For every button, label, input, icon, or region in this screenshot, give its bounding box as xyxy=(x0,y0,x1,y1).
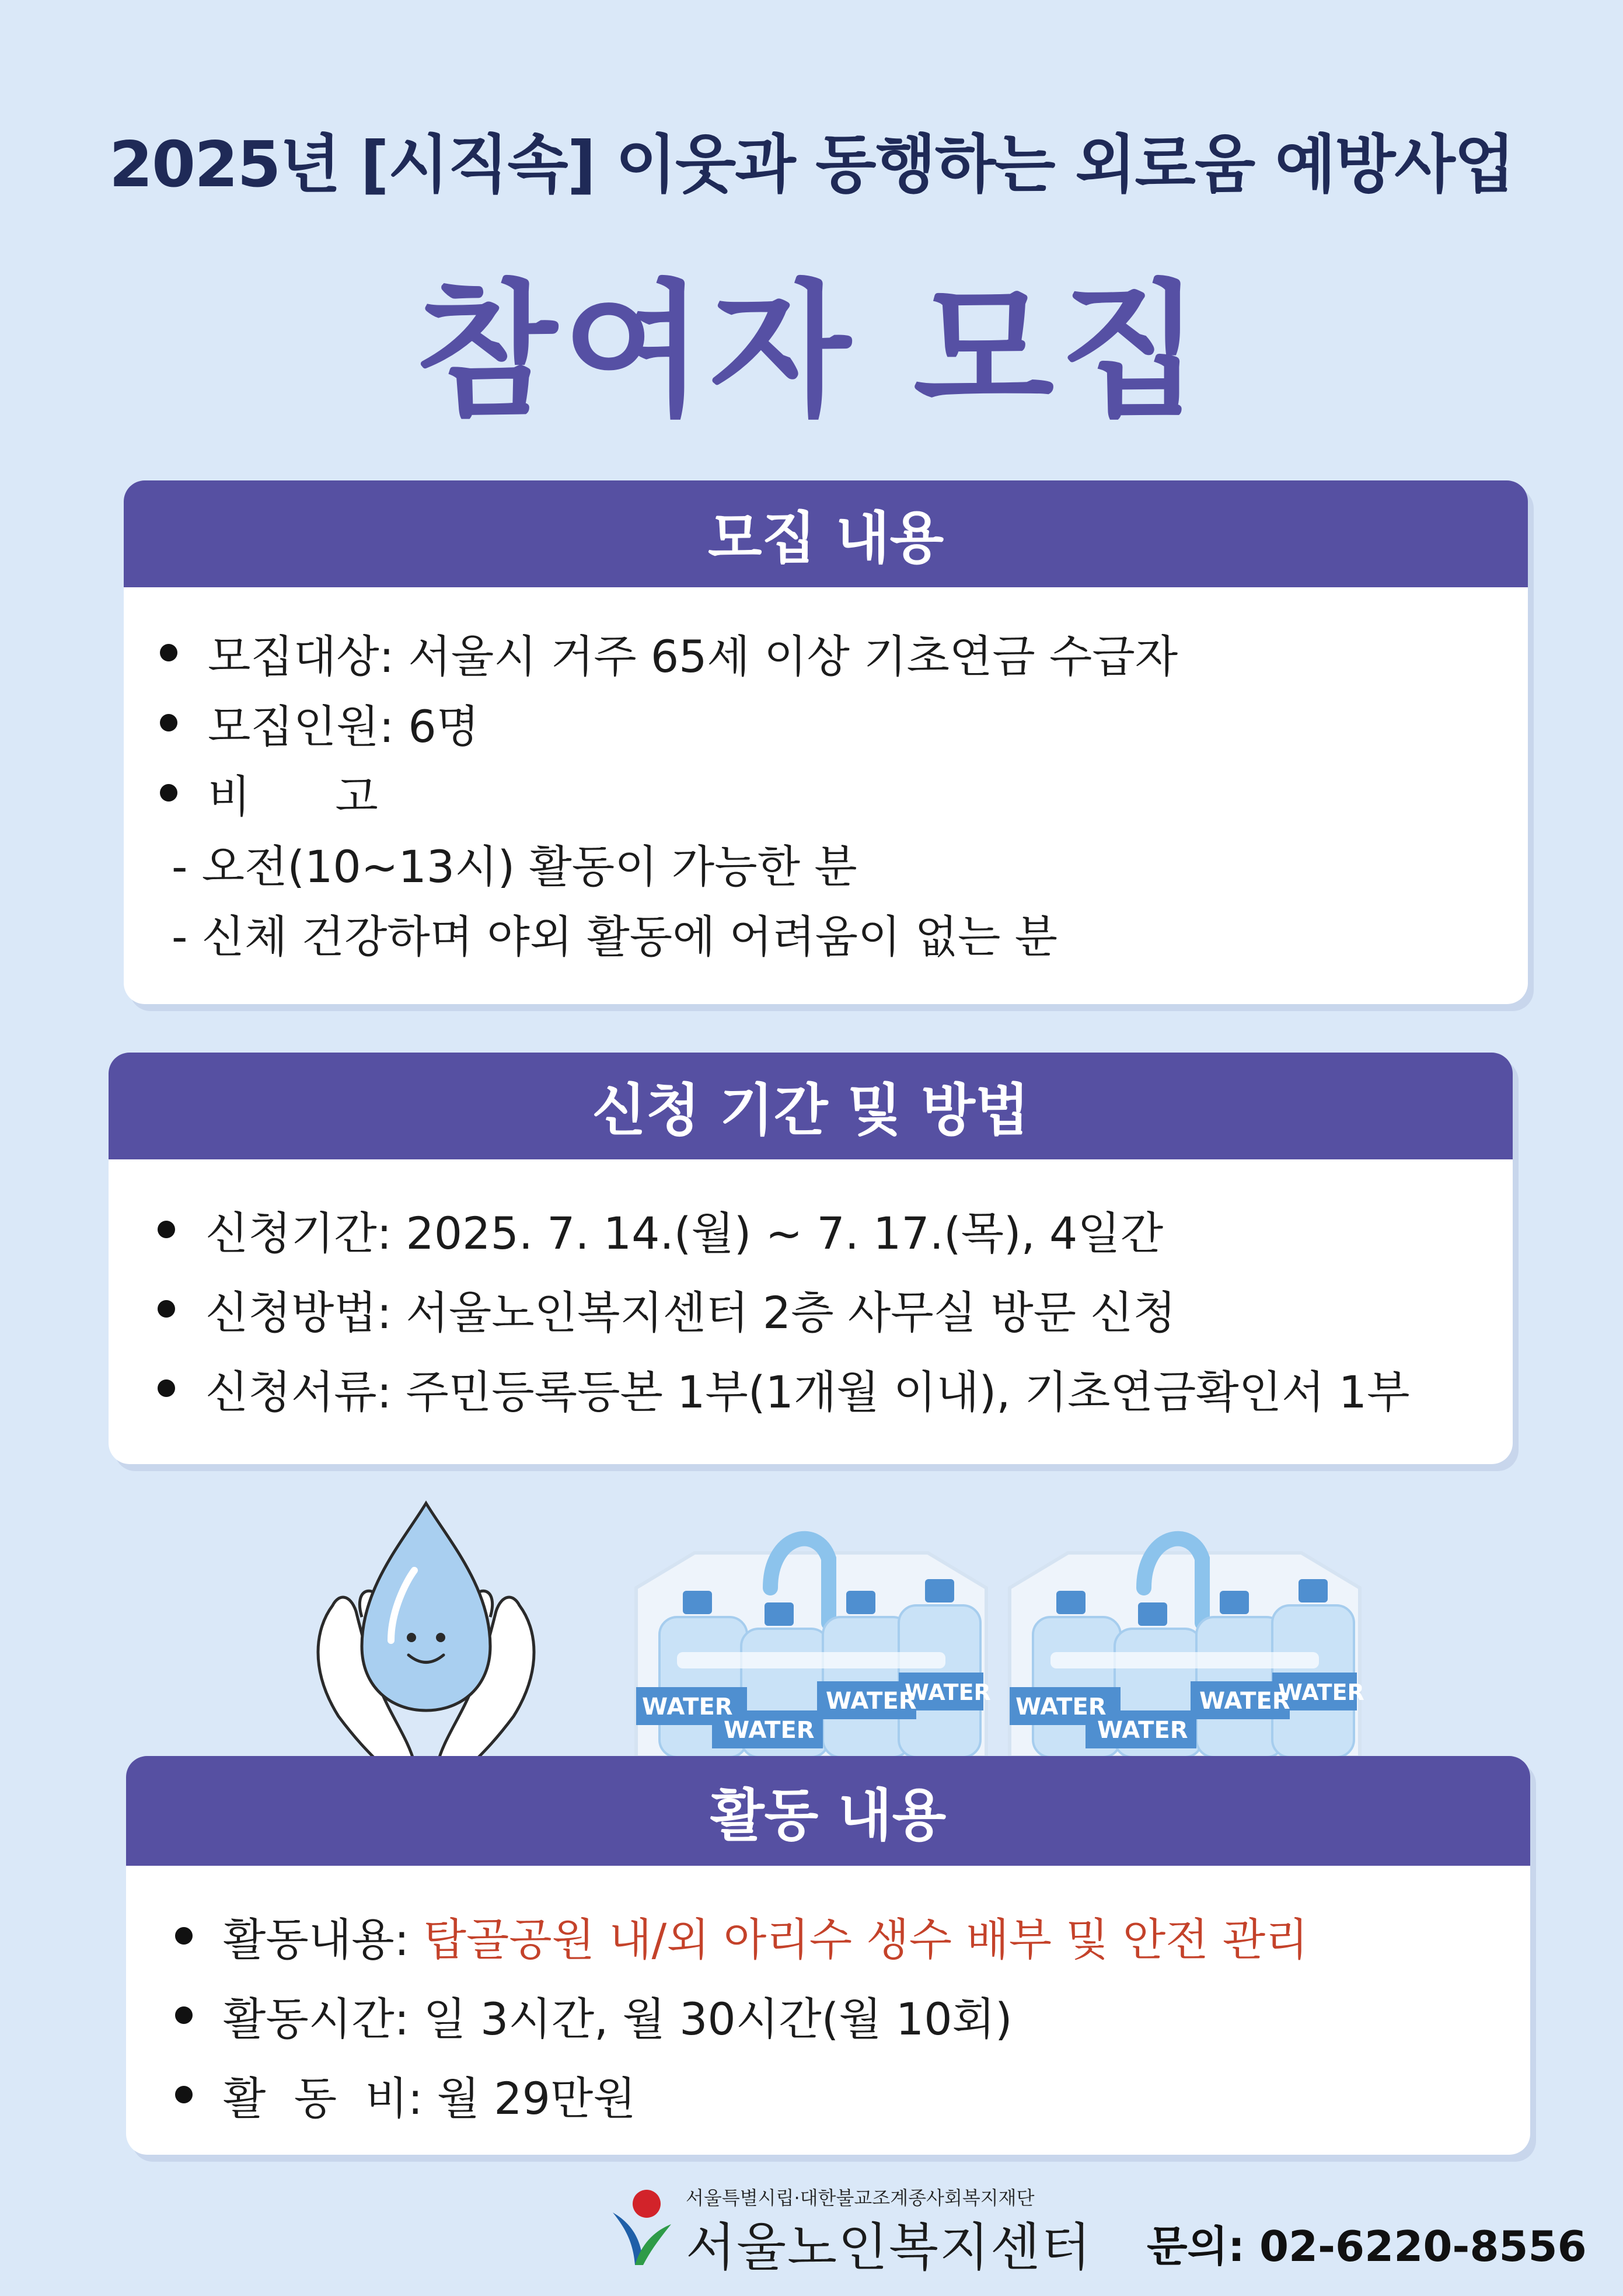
bottle-label: WATER xyxy=(724,1717,815,1744)
bullet-icon xyxy=(160,714,177,731)
list-item xyxy=(175,1976,1530,2055)
activity-hours: 활동시간: 일 3시간, 월 30시간(월 10회) xyxy=(223,1992,1013,2045)
bottle-label: WATER xyxy=(1278,1680,1364,1705)
apply-period: 신청기간: 2025. 7. 14.(월) ~ 7. 17.(목), 4일간 xyxy=(205,1207,1164,1259)
apply-heading: 신청 기간 및 방법 xyxy=(109,1053,1513,1159)
bottle-label: WATER xyxy=(1199,1688,1290,1715)
apply-documents: 신청서류: 주민등록등본 1부(1개월 이내), 기초연금확인서 1부 xyxy=(205,1365,1410,1418)
bottle-label: WATER xyxy=(1015,1694,1107,1720)
recruit-note-2: - 신체 건강하며 야외 활동에 어려움이 없는 분 xyxy=(172,910,1058,963)
bullet-icon xyxy=(175,2006,193,2024)
list-item xyxy=(158,1190,1513,1269)
bullet-icon xyxy=(175,1927,193,1945)
bottle-label: WATER xyxy=(1097,1717,1188,1744)
bullet-icon xyxy=(160,784,177,802)
activity-card xyxy=(126,1756,1530,2155)
list-item xyxy=(160,898,1528,968)
recruit-count: 모집인원: 6명 xyxy=(208,700,480,752)
poster-title: 참여자 모집 xyxy=(416,266,1207,436)
org-emblem-icon xyxy=(601,2186,677,2268)
apply-method: 신청방법: 서울노인복지센터 2층 사무실 방문 신청 xyxy=(205,1286,1177,1339)
poster-subtitle: 2025년 [시직속] 이웃과 동행하는 외로움 예방사업 xyxy=(109,128,1514,201)
bottle-label: WATER xyxy=(826,1688,917,1715)
recruit-body xyxy=(124,587,1528,968)
water-bottle-pack-illustration xyxy=(624,1518,998,1757)
bottle-label: WATER xyxy=(642,1694,733,1720)
list-item xyxy=(158,1269,1513,1349)
org-affiliation: 서울특별시립·대한불교조계종사회복지재단 xyxy=(686,2187,1035,2209)
bottle-label: WATER xyxy=(905,1680,991,1705)
recruit-note-1: - 오전(10~13시) 활동이 가능한 분 xyxy=(172,840,857,893)
org-name: 서울노인복지센터 xyxy=(686,2217,1093,2277)
bullet-icon xyxy=(175,2086,193,2103)
list-item xyxy=(158,1349,1513,1428)
list-item xyxy=(160,828,1528,898)
list-item xyxy=(160,758,1528,828)
list-item xyxy=(160,618,1528,688)
bullet-icon xyxy=(160,644,177,661)
recruit-heading: 모집 내용 xyxy=(124,480,1528,587)
water-drop-hands-illustration xyxy=(298,1494,554,1763)
water-bottle-pack-illustration xyxy=(998,1518,1371,1757)
recruit-card xyxy=(124,480,1528,1004)
apply-body xyxy=(109,1159,1513,1428)
activity-pay: 활 동 비: 월 29만원 xyxy=(223,2072,636,2124)
list-item xyxy=(175,2055,1530,2134)
recruit-target: 모집대상: 서울시 거주 65세 이상 기초연금 수급자 xyxy=(208,630,1178,682)
recruit-remarks: 비 고 xyxy=(208,770,378,823)
contact-phone: 문의: 02-6220-8556 xyxy=(1147,2222,1587,2271)
bullet-icon xyxy=(158,1300,175,1318)
org-logo xyxy=(601,2180,1093,2277)
bullet-icon xyxy=(158,1221,175,1238)
bullet-icon xyxy=(158,1379,175,1397)
activity-heading: 활동 내용 xyxy=(126,1756,1530,1866)
apply-card xyxy=(109,1053,1513,1464)
activity-description: 탑골공원 내/외 아리수 생수 배부 및 안전 관리 xyxy=(423,1913,1308,1966)
list-item xyxy=(160,688,1528,758)
activity-body xyxy=(126,1866,1530,2134)
activity-label: 활동내용: xyxy=(223,1913,424,1966)
list-item xyxy=(175,1896,1530,1976)
